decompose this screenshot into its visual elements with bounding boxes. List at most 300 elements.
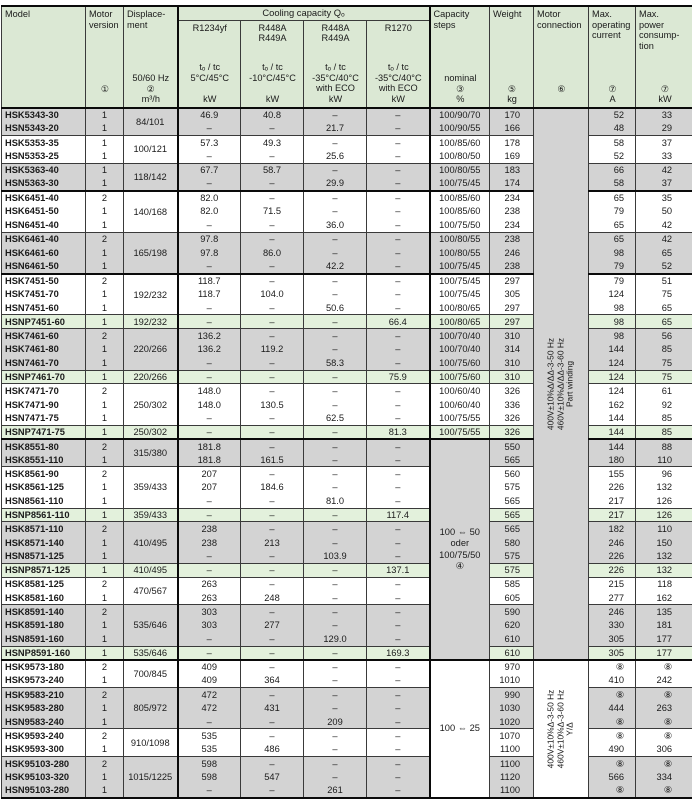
max-power-consumption-cell: 33 <box>636 108 692 122</box>
max-operating-current-cell: 124 <box>589 384 636 398</box>
capacity-r448a-10-cell: – <box>241 632 304 646</box>
capacity-r448a-10-cell: 130.5 <box>241 398 304 412</box>
capacity-r1270-eco-cell: – <box>367 136 430 150</box>
capacity-r448a-10-cell: 364 <box>241 674 304 688</box>
weight-cell: 1010 <box>490 674 534 688</box>
model-cell: HSK8581-125 <box>2 577 86 591</box>
capacity-r448a-35-eco-cell: – <box>304 425 367 439</box>
capacity-r1234yf-cell: – <box>178 218 241 232</box>
header-line: Max. <box>639 9 659 19</box>
header-line: % <box>456 94 465 105</box>
max-operating-current-cell: ⑧ <box>589 660 636 674</box>
max-power-consumption-cell: 42 <box>636 232 692 246</box>
header-weight <box>490 6 534 108</box>
header-line: tₒ / tc <box>387 62 409 73</box>
weight-cell: 238 <box>490 260 534 274</box>
capacity-r448a-10-cell: – <box>241 550 304 564</box>
capacity-steps-cell: 100/90/70 <box>430 108 490 122</box>
motor-version-cell: 1 <box>86 618 124 632</box>
capacity-r1234yf-cell: – <box>178 356 241 370</box>
capacity-steps-cell: 100/80/55 <box>430 232 490 246</box>
header-disp <box>124 6 178 108</box>
max-power-consumption-cell: 61 <box>636 384 692 398</box>
header-units <box>592 84 633 105</box>
capacity-r1234yf-cell: 263 <box>178 577 241 591</box>
displacement-cell: 192/232 <box>124 315 178 329</box>
capacity-steps-cell: 100/75/55 <box>430 412 490 426</box>
model-cell: HSK9593-240 <box>2 729 86 743</box>
capacity-steps-cell: 100/85/60 <box>430 191 490 205</box>
displacement-cell: 165/198 <box>124 232 178 273</box>
model-cell: HSN95103-280 <box>2 784 86 798</box>
table-header <box>2 6 692 108</box>
capacity-r1270-eco-cell: – <box>367 701 430 715</box>
capacity-r1234yf-cell: 97.8 <box>178 232 241 246</box>
capacity-r448a-35-eco-cell: – <box>304 481 367 495</box>
motor-version-cell: 1 <box>86 494 124 508</box>
max-power-consumption-cell: 132 <box>636 550 692 564</box>
header-title <box>5 9 83 20</box>
capacity-r1270-eco-cell: 81.3 <box>367 425 430 439</box>
header-line: 400V±10%Δ-3-50 Hz <box>545 689 556 769</box>
displacement-cell: 315/380 <box>124 439 178 467</box>
capacity-r448a-10-cell: – <box>241 425 304 439</box>
header-cell <box>490 7 533 107</box>
model-cell: HSN8591-160 <box>2 632 86 646</box>
max-power-consumption-cell: 181 <box>636 618 692 632</box>
max-power-consumption-cell: 135 <box>636 605 692 619</box>
motor-version-cell: 1 <box>86 301 124 315</box>
capacity-r448a-10-cell: – <box>241 232 304 246</box>
header-cell <box>124 7 177 107</box>
capacity-r448a-35-eco-cell: – <box>304 729 367 743</box>
capacity-r1270-eco-cell: – <box>367 191 430 205</box>
motor-version-cell: 1 <box>86 591 124 605</box>
capacity-r448a-35-eco-cell: 50.6 <box>304 301 367 315</box>
capacity-r1234yf-cell: 181.8 <box>178 453 241 467</box>
max-power-consumption-cell: ⑧ <box>636 729 692 743</box>
header-title <box>370 23 427 34</box>
motor-version-cell: 1 <box>86 260 124 274</box>
capacity-r1234yf-cell: 181.8 <box>178 439 241 453</box>
model-cell: HSK6451-40 <box>2 191 86 205</box>
model-cell: HSNP8571-125 <box>2 563 86 577</box>
model-cell: HSK7451-50 <box>2 274 86 288</box>
weight-cell: 565 <box>490 453 534 467</box>
header-line: connection <box>537 19 582 30</box>
header-line: consump- <box>639 30 680 41</box>
max-power-consumption-cell: 88 <box>636 439 692 453</box>
header-line: nominal <box>444 73 477 84</box>
model-cell: HSN6461-50 <box>2 260 86 274</box>
motor-version-cell: 1 <box>86 481 124 495</box>
capacity-r1270-eco-cell: – <box>367 329 430 343</box>
header-c3 <box>304 20 367 108</box>
model-cell: HSN5363-30 <box>2 177 86 191</box>
header-line: 400V±10%Δ/ΔΔ-3-50 Hz <box>545 337 556 431</box>
capacity-r1270-eco-cell: – <box>367 108 430 122</box>
capacity-r1234yf-cell: 263 <box>178 591 241 605</box>
weight-cell: 1100 <box>490 756 534 770</box>
capacity-r448a-35-eco-cell: – <box>304 329 367 343</box>
weight-cell: 170 <box>490 108 534 122</box>
table-row <box>2 660 692 674</box>
max-power-consumption-cell: 118 <box>636 577 692 591</box>
model-cell: HSN6451-40 <box>2 218 86 232</box>
capacity-r448a-35-eco-cell: – <box>304 522 367 536</box>
table-body <box>2 108 692 798</box>
weight-cell: 166 <box>490 122 534 136</box>
max-operating-current-cell: 215 <box>589 577 636 591</box>
header-line: A <box>609 94 616 105</box>
capacity-r448a-10-cell: 431 <box>241 701 304 715</box>
capacity-steps-merged-cell <box>430 660 490 798</box>
capacity-r448a-35-eco-cell: – <box>304 439 367 453</box>
motor-version-cell: 1 <box>86 715 124 729</box>
capacity-r448a-10-cell: – <box>241 301 304 315</box>
model-cell: HSK8571-110 <box>2 522 86 536</box>
capacity-r448a-10-cell: – <box>241 274 304 288</box>
max-power-consumption-cell: 37 <box>636 136 692 150</box>
motor-version-cell: 1 <box>86 315 124 329</box>
capacity-r448a-10-cell: 86.0 <box>241 246 304 260</box>
displacement-cell: 220/266 <box>124 329 178 370</box>
max-operating-current-cell: ⑧ <box>589 729 636 743</box>
capacity-r448a-35-eco-cell: – <box>304 343 367 357</box>
capacity-r448a-35-eco-cell: – <box>304 674 367 688</box>
max-operating-current-cell: 65 <box>589 191 636 205</box>
max-operating-current-cell: 65 <box>589 218 636 232</box>
capacity-r1234yf-cell: – <box>178 370 241 384</box>
capacity-r1270-eco-cell: – <box>367 232 430 246</box>
capacity-r1270-eco-cell: – <box>367 356 430 370</box>
header-cooling-group: Cooling capacity Qₒ <box>178 6 430 20</box>
motor-version-cell: 2 <box>86 384 124 398</box>
capacity-r1270-eco-cell: 137.1 <box>367 563 430 577</box>
motor-version-cell: 2 <box>86 191 124 205</box>
max-operating-current-cell: 566 <box>589 770 636 784</box>
motor-connection-rotated-text <box>547 338 576 430</box>
max-power-consumption-cell: 177 <box>636 632 692 646</box>
displacement-cell: 100/121 <box>124 136 178 164</box>
capacity-r1234yf-cell: – <box>178 646 241 660</box>
header-line: 100/75/50 <box>439 549 481 560</box>
weight-cell: 1070 <box>490 729 534 743</box>
max-operating-current-cell: 305 <box>589 632 636 646</box>
capacity-r448a-35-eco-cell: – <box>304 370 367 384</box>
header-line: operating <box>592 19 631 30</box>
capacity-steps-cell: 100/80/65 <box>430 301 490 315</box>
capacity-r1234yf-cell: 238 <box>178 536 241 550</box>
capacity-r1270-eco-cell: – <box>367 260 430 274</box>
header-power <box>636 6 692 108</box>
max-operating-current-cell: 124 <box>589 370 636 384</box>
model-cell: HSNP8591-160 <box>2 646 86 660</box>
weight-cell: 234 <box>490 191 534 205</box>
header-line: Y/Δ <box>564 722 575 736</box>
motor-version-cell: 2 <box>86 329 124 343</box>
model-cell: HSN8561-110 <box>2 494 86 508</box>
header-cell <box>241 21 303 107</box>
max-operating-current-cell: 58 <box>589 136 636 150</box>
capacity-r448a-35-eco-cell: – <box>304 287 367 301</box>
model-cell: HSK9573-180 <box>2 660 86 674</box>
capacity-r1270-eco-cell: – <box>367 743 430 757</box>
max-operating-current-cell: ⑧ <box>589 756 636 770</box>
weight-cell: 1020 <box>490 715 534 729</box>
capacity-r1234yf-cell: 598 <box>178 770 241 784</box>
capacity-r448a-10-cell: – <box>241 177 304 191</box>
header-c1 <box>178 20 241 108</box>
motor-version-cell: 1 <box>86 218 124 232</box>
max-power-consumption-cell: 85 <box>636 425 692 439</box>
motor-version-cell: 2 <box>86 577 124 591</box>
weight-cell: 605 <box>490 591 534 605</box>
motor-version-cell: 1 <box>86 508 124 522</box>
motor-version-cell: 1 <box>86 398 124 412</box>
max-power-consumption-cell: 96 <box>636 467 692 481</box>
header-row-1 <box>2 6 692 20</box>
capacity-r1270-eco-cell: – <box>367 577 430 591</box>
weight-cell: 238 <box>490 205 534 219</box>
capacity-r448a-10-cell: – <box>241 577 304 591</box>
header-line: kW <box>265 93 280 104</box>
capacity-r448a-35-eco-cell: – <box>304 274 367 288</box>
weight-cell: 297 <box>490 274 534 288</box>
max-power-consumption-cell: 65 <box>636 246 692 260</box>
motor-version-cell: 2 <box>86 467 124 481</box>
displacement-cell: 220/266 <box>124 370 178 384</box>
weight-cell: 174 <box>490 177 534 191</box>
header-line <box>182 83 239 94</box>
capacity-r1270-eco-cell: – <box>367 687 430 701</box>
header-cell <box>304 21 366 107</box>
header-units <box>89 84 121 105</box>
capacity-r448a-35-eco-cell: – <box>304 136 367 150</box>
motor-version-cell: 1 <box>86 177 124 191</box>
capacity-r448a-35-eco-cell: 129.0 <box>304 632 367 646</box>
weight-cell: 565 <box>490 522 534 536</box>
weight-cell: 305 <box>490 287 534 301</box>
capacity-r448a-10-cell: 547 <box>241 770 304 784</box>
header-line: ③ <box>456 83 465 94</box>
max-power-consumption-cell: 85 <box>636 412 692 426</box>
capacity-r1270-eco-cell: – <box>367 439 430 453</box>
header-line: ⑦ <box>660 83 670 94</box>
weight-cell: 314 <box>490 343 534 357</box>
capacity-r1270-eco-cell: 117.4 <box>367 508 430 522</box>
weight-cell: 590 <box>490 605 534 619</box>
model-cell: HSK95103-280 <box>2 756 86 770</box>
header-cell <box>636 7 692 107</box>
capacity-r448a-35-eco-cell: – <box>304 163 367 177</box>
capacity-r1270-eco-cell: – <box>367 398 430 412</box>
capacity-r448a-35-eco-cell: – <box>304 467 367 481</box>
header-line: Max. <box>592 9 612 19</box>
capacity-steps-merged-cell <box>430 439 490 660</box>
header-title <box>307 23 364 44</box>
capacity-r1234yf-cell: 472 <box>178 687 241 701</box>
max-operating-current-cell: 226 <box>589 550 636 564</box>
capacity-r1270-eco-cell: – <box>367 494 430 508</box>
model-cell: HSK8551-110 <box>2 453 86 467</box>
motor-version-cell: 1 <box>86 550 124 564</box>
capacity-r1270-eco-cell: – <box>367 412 430 426</box>
capacity-r1234yf-cell: – <box>178 412 241 426</box>
motor-version-cell: 2 <box>86 232 124 246</box>
capacity-steps-cell: 100/80/55 <box>430 163 490 177</box>
motor-version-cell: 2 <box>86 439 124 453</box>
weight-cell: 326 <box>490 412 534 426</box>
capacity-r1234yf-cell: – <box>178 177 241 191</box>
capacity-steps-cell: 100/75/45 <box>430 287 490 301</box>
model-cell: HSK9593-300 <box>2 743 86 757</box>
capacity-r448a-35-eco-cell: – <box>304 646 367 660</box>
model-cell: HSK95103-320 <box>2 770 86 784</box>
capacity-steps-cell: 100/75/50 <box>430 218 490 232</box>
weight-cell: 575 <box>490 550 534 564</box>
model-cell: HSN7471-75 <box>2 412 86 426</box>
capacity-r1234yf-cell: 97.8 <box>178 246 241 260</box>
model-cell: HSK7451-70 <box>2 287 86 301</box>
weight-cell: 1100 <box>490 743 534 757</box>
capacity-r448a-10-cell: – <box>241 122 304 136</box>
capacity-r1234yf-cell: 136.2 <box>178 329 241 343</box>
weight-cell: 246 <box>490 246 534 260</box>
max-power-consumption-cell: 42 <box>636 218 692 232</box>
header-units <box>493 84 531 105</box>
header-title <box>493 9 531 20</box>
model-cell: HSK9573-240 <box>2 674 86 688</box>
capacity-r1270-eco-cell: – <box>367 605 430 619</box>
capacity-r1234yf-cell: – <box>178 425 241 439</box>
capacity-r448a-35-eco-cell: – <box>304 398 367 412</box>
model-cell: HSK9583-210 <box>2 687 86 701</box>
max-operating-current-cell: 52 <box>589 149 636 163</box>
capacity-r448a-10-cell: 104.0 <box>241 287 304 301</box>
header-units <box>434 73 488 105</box>
header-line <box>89 94 121 105</box>
table-row <box>2 108 692 122</box>
capacity-r1234yf-cell: 57.3 <box>178 136 241 150</box>
header-line <box>244 83 301 94</box>
weight-cell: 970 <box>490 660 534 674</box>
max-operating-current-cell: 144 <box>589 439 636 453</box>
header-mconn <box>534 6 589 108</box>
header-cell <box>589 7 635 107</box>
max-power-consumption-cell: 242 <box>636 674 692 688</box>
capacity-r1234yf-cell: 303 <box>178 618 241 632</box>
motor-version-cell: 2 <box>86 274 124 288</box>
capacity-r1270-eco-cell: 169.3 <box>367 646 430 660</box>
header-title <box>244 23 301 44</box>
header-line: 460V±10%Δ/ΔΔ-3-60 Hz <box>555 337 566 431</box>
capacity-steps-cell: 100/75/60 <box>430 370 490 384</box>
capacity-steps-cell: 100/75/55 <box>430 425 490 439</box>
header-units <box>537 84 586 105</box>
max-power-consumption-cell: 92 <box>636 398 692 412</box>
capacity-r448a-35-eco-cell: – <box>304 577 367 591</box>
motor-version-cell: 1 <box>86 205 124 219</box>
max-operating-current-cell: 58 <box>589 177 636 191</box>
header-title <box>537 9 586 30</box>
capacity-r448a-35-eco-cell: – <box>304 453 367 467</box>
max-power-consumption-cell: 110 <box>636 453 692 467</box>
capacity-r448a-35-eco-cell: – <box>304 191 367 205</box>
capacity-r1234yf-cell: – <box>178 315 241 329</box>
max-power-consumption-cell: 75 <box>636 356 692 370</box>
motor-version-cell: 1 <box>86 770 124 784</box>
header-line: steps <box>433 19 456 30</box>
displacement-cell: 410/495 <box>124 563 178 577</box>
capacity-r448a-10-cell: – <box>241 784 304 798</box>
max-power-consumption-cell: 132 <box>636 481 692 495</box>
capacity-r448a-35-eco-cell: 81.0 <box>304 494 367 508</box>
max-operating-current-cell: 155 <box>589 467 636 481</box>
capacity-r448a-10-cell: 277 <box>241 618 304 632</box>
capacity-r448a-35-eco-cell: 42.2 <box>304 260 367 274</box>
header-line: R449A <box>258 33 287 44</box>
model-cell: HSK7461-80 <box>2 343 86 357</box>
header-line: 100 ⇔ 50 <box>439 526 480 537</box>
max-power-consumption-cell: 33 <box>636 149 692 163</box>
capacity-steps-cell: 100/75/60 <box>430 356 490 370</box>
motor-version-cell: 1 <box>86 674 124 688</box>
capacity-r448a-10-cell: 58.7 <box>241 163 304 177</box>
capacity-r448a-10-cell: 161.5 <box>241 453 304 467</box>
weight-cell: 1030 <box>490 701 534 715</box>
capacity-r448a-35-eco-cell: – <box>304 618 367 632</box>
header-line: tₒ / tc <box>262 62 283 73</box>
model-cell: HSK9583-280 <box>2 701 86 715</box>
capacity-r1234yf-cell: 303 <box>178 605 241 619</box>
motor-connection-cell <box>534 660 589 798</box>
capacity-r448a-35-eco-cell: – <box>304 205 367 219</box>
capacity-r1270-eco-cell: – <box>367 632 430 646</box>
capacity-r1234yf-cell: – <box>178 122 241 136</box>
weight-cell: 610 <box>490 646 534 660</box>
motor-version-cell: 1 <box>86 122 124 136</box>
header-line: ⑦ <box>608 83 617 94</box>
compressor-spec-table <box>1 5 692 799</box>
capacity-r448a-10-cell: 486 <box>241 743 304 757</box>
capacity-steps-cell: 100/70/40 <box>430 343 490 357</box>
max-operating-current-cell: 144 <box>589 412 636 426</box>
header-line: 5°C/45°C <box>190 72 229 83</box>
header-cell <box>534 7 588 107</box>
capacity-r1270-eco-cell: – <box>367 467 430 481</box>
max-operating-current-cell: 66 <box>589 163 636 177</box>
max-operating-current-cell: 79 <box>589 205 636 219</box>
max-power-consumption-cell: 263 <box>636 701 692 715</box>
header-line: m³/h <box>141 94 160 105</box>
motor-version-cell: 1 <box>86 287 124 301</box>
header-line: R449A <box>321 33 350 44</box>
capacity-r448a-10-cell: – <box>241 687 304 701</box>
capacity-r1270-eco-cell: – <box>367 384 430 398</box>
motor-version-cell: 1 <box>86 412 124 426</box>
max-power-consumption-cell: 29 <box>636 122 692 136</box>
max-operating-current-cell: 98 <box>589 301 636 315</box>
capacity-r1234yf-cell: 82.0 <box>178 205 241 219</box>
capacity-steps-lines <box>431 723 490 735</box>
max-power-consumption-cell: ⑧ <box>636 784 692 798</box>
max-operating-current-cell: 65 <box>589 232 636 246</box>
capacity-r448a-10-cell: – <box>241 467 304 481</box>
weight-cell: 575 <box>490 481 534 495</box>
header-line: tₒ / tc <box>199 62 221 73</box>
capacity-steps-cell: 100/60/40 <box>430 384 490 398</box>
